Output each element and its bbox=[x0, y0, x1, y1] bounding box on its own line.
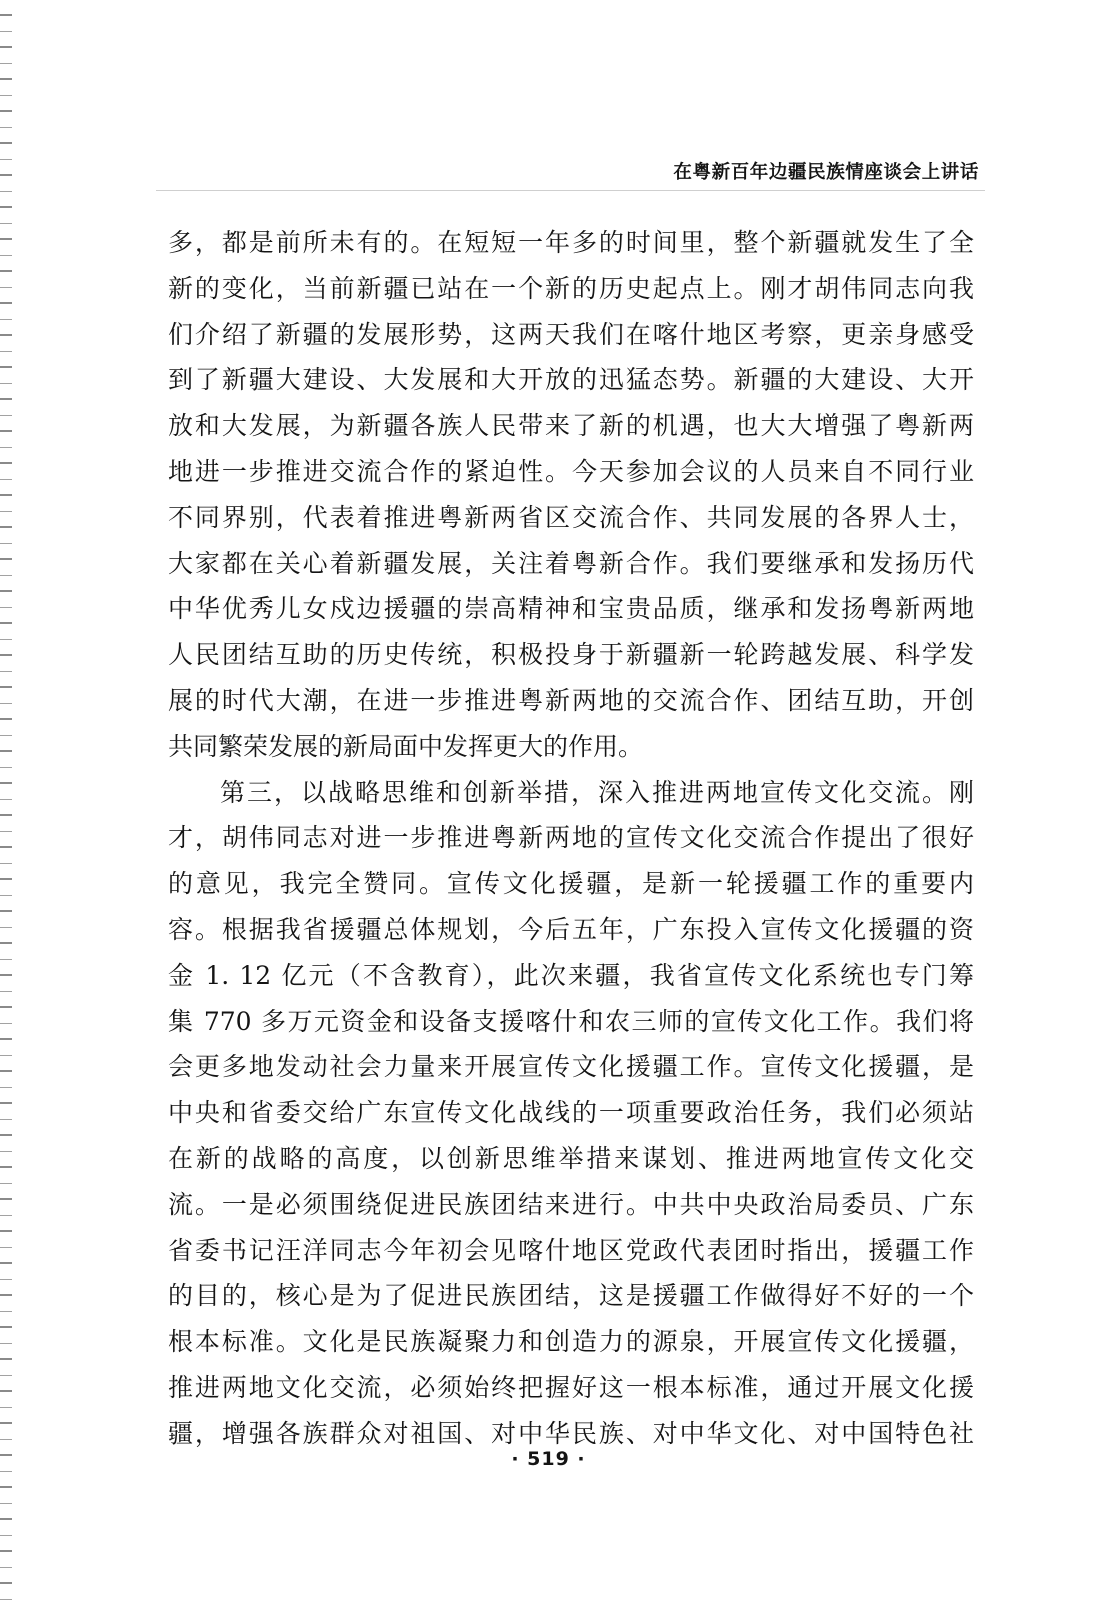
text-line: 放和大发展，为新疆各族人民带来了新的机遇，也大大增强了粤新两 bbox=[168, 411, 974, 441]
text-line: 根本标准。文化是民族凝聚力和创造力的源泉，开展宣传文化援疆， bbox=[168, 1327, 974, 1357]
text-line: 会更多地发动社会力量来开展宣传文化援疆工作。宣传文化援疆，是 bbox=[168, 1052, 974, 1082]
text-line: 集 770 多万元资金和设备支援喀什和农三师的宣传文化工作。我们将 bbox=[168, 1006, 974, 1036]
text-line: 的目的，核心是为了促进民族团结，这是援疆工作做得好不好的一个 bbox=[168, 1281, 974, 1311]
text-line: 疆，增强各族群众对祖国、对中华民族、对中华文化、对中国特色社 bbox=[168, 1418, 974, 1448]
text-line: 到了新疆大建设、大发展和大开放的迅猛态势。新疆的大建设、大开 bbox=[168, 365, 974, 395]
text-line: 中华优秀儿女戍边援疆的崇高精神和宝贵品质，继承和发扬粤新两地 bbox=[168, 594, 974, 624]
text-line: 容。根据我省援疆总体规划，今后五年，广东投入宣传文化援疆的资 bbox=[168, 914, 974, 944]
scan-left-edge bbox=[0, 0, 12, 1600]
body-text bbox=[168, 220, 974, 1457]
text-line: 金 1. 12 亿元（不含教育），此次来疆，我省宣传文化系统也专门筹 bbox=[168, 960, 974, 990]
text-line: 新的变化，当前新疆已站在一个新的历史起点上。刚才胡伟同志向我 bbox=[168, 273, 974, 303]
text-line: 的意见，我完全赞同。宣传文化援疆，是新一轮援疆工作的重要内 bbox=[168, 869, 974, 899]
text-line: 第三，以战略思维和创新举措，深入推进两地宣传文化交流。刚 bbox=[220, 777, 974, 807]
page-number: · 519 · bbox=[511, 1448, 586, 1470]
text-line: 不同界别，代表着推进粤新两省区交流合作、共同发展的各界人士， bbox=[168, 502, 974, 532]
header-rule bbox=[156, 190, 985, 191]
text-line: 们介绍了新疆的发展形势，这两天我们在喀什地区考察，更亲身感受 bbox=[168, 319, 974, 349]
text-line: 推进两地文化交流，必须始终把握好这一根本标准，通过开展文化援 bbox=[168, 1372, 974, 1402]
text-line: 共同繁荣发展的新局面中发挥更大的作用。 bbox=[168, 731, 644, 761]
text-line: 地进一步推进交流合作的紧迫性。今天参加会议的人员来自不同行业 bbox=[168, 456, 974, 486]
text-line: 才，胡伟同志对进一步推进粤新两地的宣传文化交流合作提出了很好 bbox=[168, 823, 974, 853]
text-line: 流。一是必须围绕促进民族团结来进行。中共中央政治局委员、广东 bbox=[168, 1189, 974, 1219]
text-line: 多，都是前所未有的。在短短一年多的时间里，整个新疆就发生了全 bbox=[168, 228, 974, 257]
text-line: 中央和省委交给广东宣传文化战线的一项重要政治任务，我们必须站 bbox=[168, 1098, 974, 1128]
text-line: 省委书记汪洋同志今年初会见喀什地区党政代表团时指出，援疆工作 bbox=[168, 1235, 974, 1265]
text-line: 人民团结互助的历史传统，积极投身于新疆新一轮跨越发展、科学发 bbox=[168, 640, 974, 670]
text-line: 在新的战略的高度，以创新思维举措来谋划、推进两地宣传文化交 bbox=[168, 1143, 974, 1173]
text-line: 展的时代大潮，在进一步推进粤新两地的交流合作、团结互助，开创 bbox=[168, 685, 974, 715]
text-line: 大家都在关心着新疆发展，关注着粤新合作。我们要继承和发扬历代 bbox=[168, 548, 974, 578]
running-head: 在粤新百年边疆民族情座谈会上讲话 bbox=[673, 162, 979, 183]
